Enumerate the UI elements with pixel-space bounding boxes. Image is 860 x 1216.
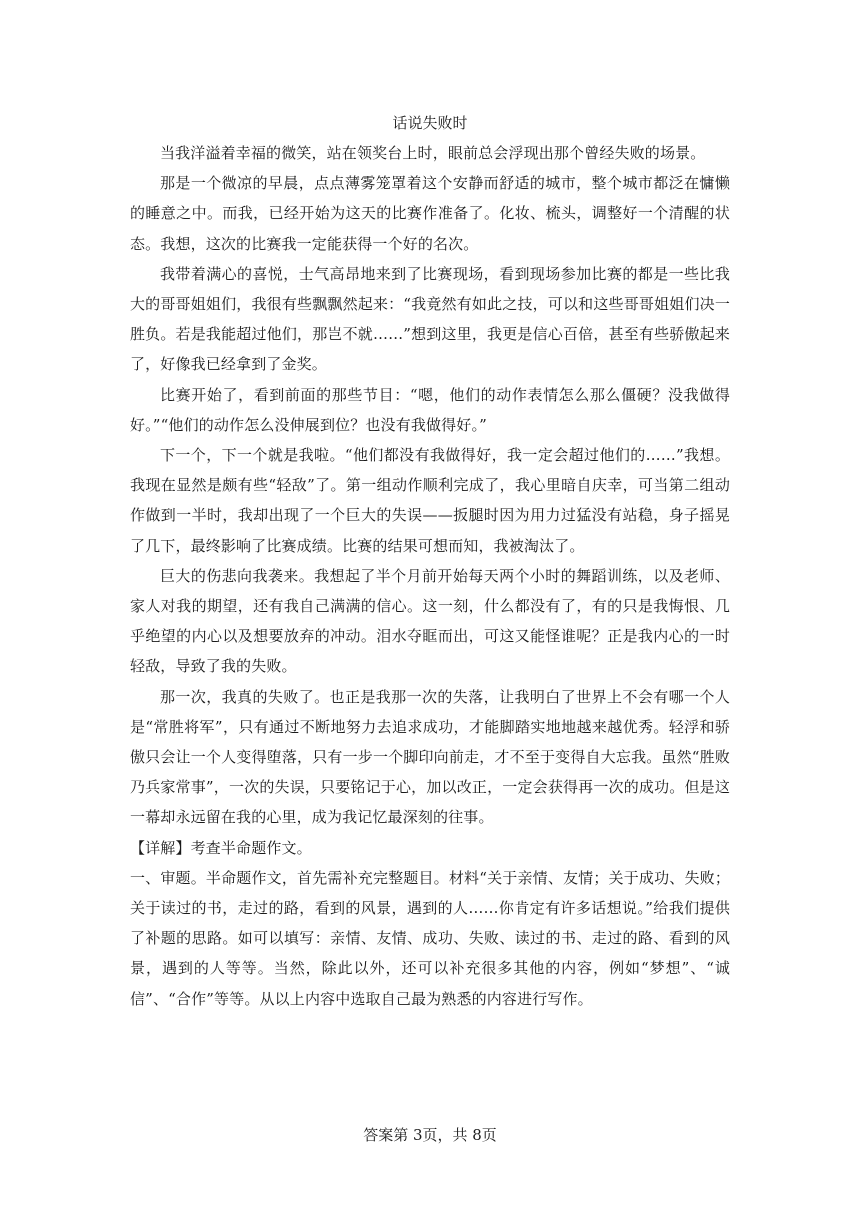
page-footer: 答案第 3页，共 8页 — [363, 1126, 497, 1144]
essay-title: 话说失败时 — [392, 114, 468, 132]
document-body — [130, 108, 730, 1014]
essay-paragraph-1: 当我洋溢着幸福的微笑，站在领奖台上时，眼前总会浮现出那个曾经失败的场景。 — [160, 144, 706, 162]
essay-paragraph-5: 下一个，下一个就是我啦。“他们都没有我做得好，我一定会超过他们的……”我想。我现在显然是颇有些“轻敌”了。第一组动作顺利完成了，我心里暗自庆幸，可当第二组动作做到一半时，我却出现了一个巨大的失误——扳腿时因为用力过猛没有站稳，身子摇晃了几下，最终影响了比赛成绩。比赛的结果可想而知，我被淘汰了。 — [130, 446, 730, 555]
essay-paragraph-2: 那是一个微凉的早晨，点点薄雾笼罩着这个安静而舒适的城市，整个城市都泛在慵懒的睡意之中。而我，已经开始为这天的比赛作准备了。化妆、梳头，调整好一个清醒的状态。我想，这次的比赛我一定能获得一个好的名次。 — [130, 174, 730, 253]
essay-paragraph-4: 比赛开始了，看到前面的那些节目：“嗯，他们的动作表情怎么那么僵硬？没我做得好。”“他们的动作怎么没伸展到位？也没有我做得好。” — [130, 385, 730, 434]
analysis-paragraph: 一、审题。半命题作文，首先需补充完整题目。材料“关于亲情、友情；关于成功、失败；关于读过的书，走过的路，看到的风景，遇到的人……你肯定有许多话想说。”给我们提供了补题的思路。如可以填写：亲情、友情、成功、失败、读过的书、走过的路、看到的风景，遇到的人等等。当然，除此以外，还可以补充很多其他的内容，例如“梦想”、“诚信”、“合作”等等。从以上内容中选取自己最为熟悉的内容进行写作。 — [130, 868, 730, 1008]
essay-paragraph-7: 那一次，我真的失败了。也正是我那一次的失落，让我明白了世界上不会有哪一个人是“常胜将军”，只有通过不断地努力去追求成功，才能脚踏实地地越来越优秀。轻浮和骄傲只会让一个人变得堕落，只有一步一个脚印向前走，才不至于变得自大忘我。虽然“胜败乃兵家常事”，一次的失误，只要铭记于心，加以改正，一定会获得再一次的成功。但是这一幕却永远留在我的心里，成为我记忆最深刻的往事。 — [130, 687, 730, 827]
analysis-heading: 【详解】考查半命题作文。 — [130, 838, 312, 857]
essay-paragraph-6: 巨大的伤悲向我袭来。我想起了半个月前开始每天两个小时的舞蹈训练，以及老师、家人对我的期望，还有我自己满满的信心。这一刻，什么都没有了，有的只是我悔恨、几乎绝望的内心以及想要放弃的冲动。泪水夺眶而出，可这又能怪谁呢？正是我内心的一时轻敌，导致了我的失败。 — [130, 566, 730, 676]
essay-paragraph-3: 我带着满心的喜悦，士气高昂地来到了比赛现场，看到现场参加比赛的都是一些比我大的哥哥姐姐们，我很有些飘飘然起来：“我竟然有如此之技，可以和这些哥哥姐姐们决一胜负。若是我能超过他们，那岂不就……”想到这里，我更是信心百倍，甚至有些骄傲起来了，好像我已经拿到了金奖。 — [130, 264, 730, 374]
